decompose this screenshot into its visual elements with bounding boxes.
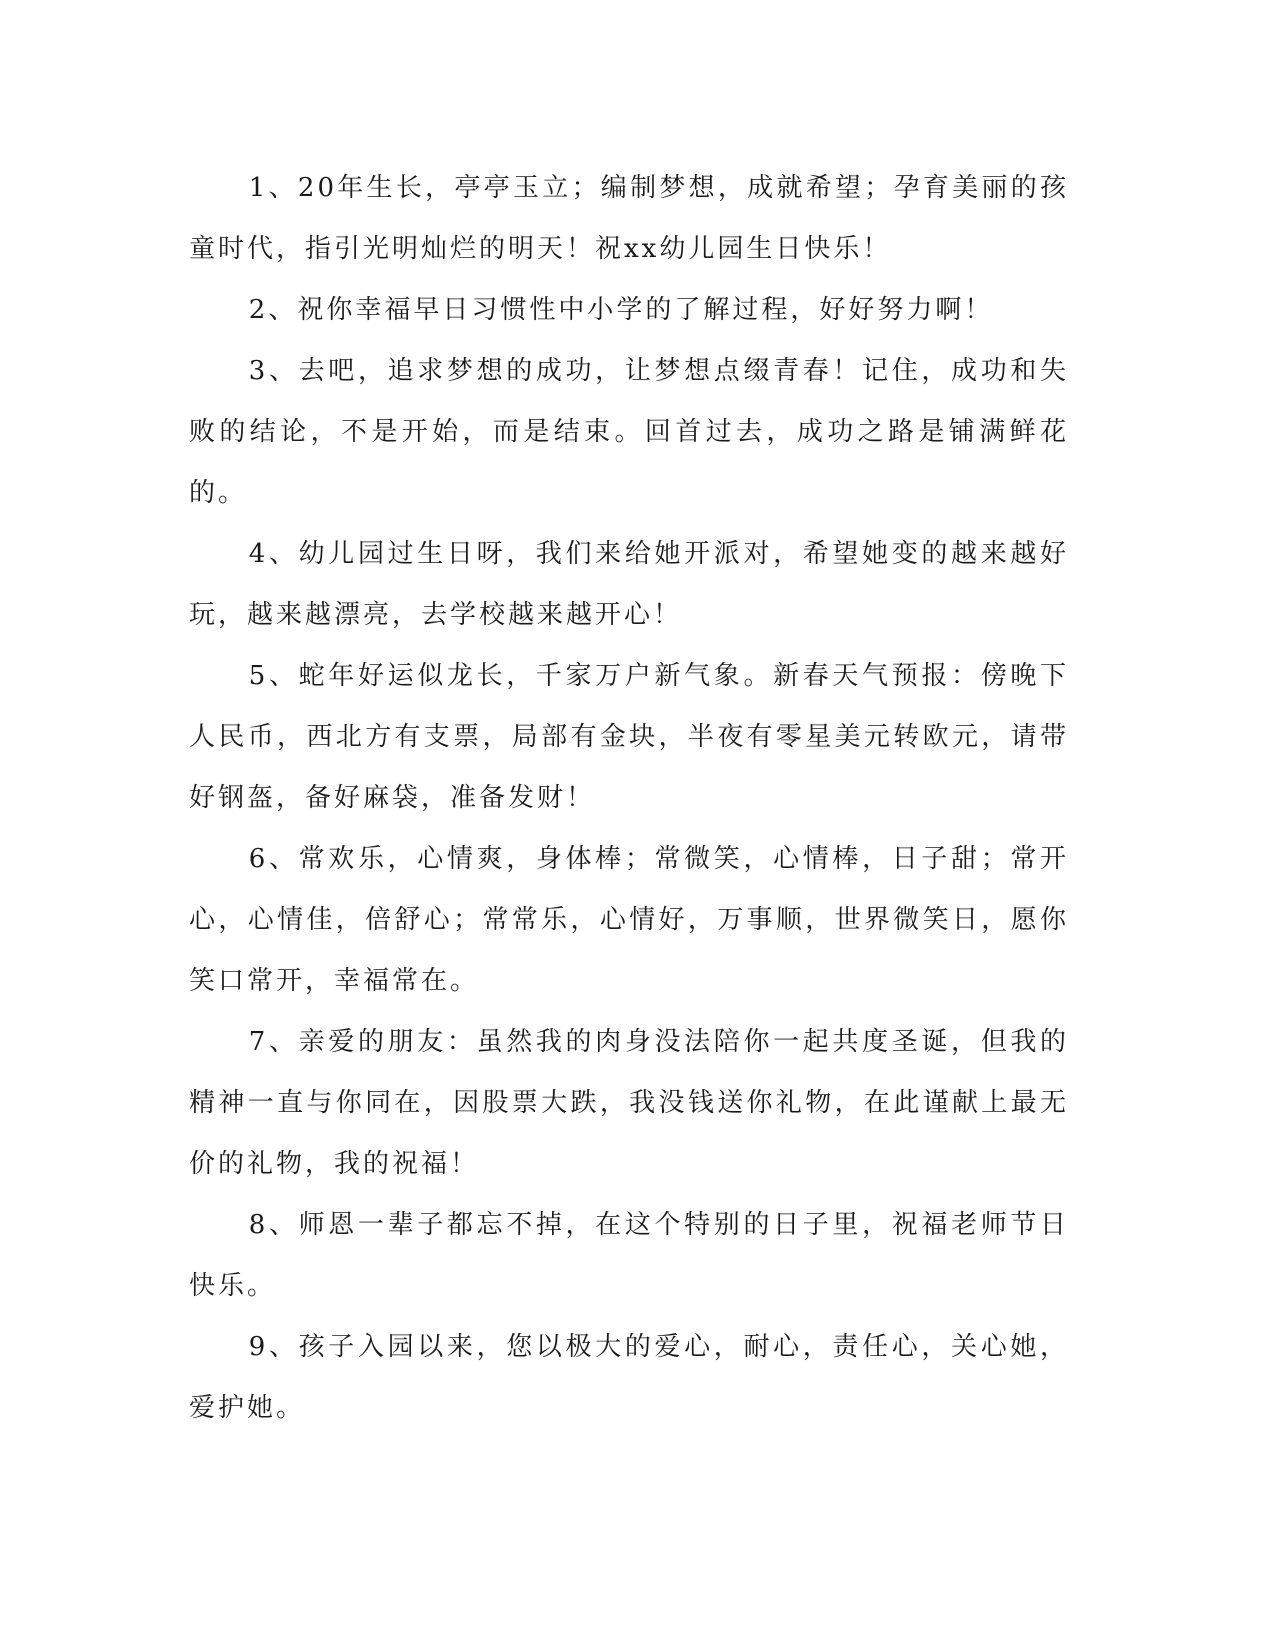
- paragraph-3: 3、去吧，追求梦想的成功，让梦想点缀青春！记住，成功和失败的结论，不是开始，而是结束。回首过去，成功之路是铺满鲜花的。: [189, 356, 1069, 508]
- paragraph-7: 7、亲爱的朋友：虽然我的肉身没法陪你一起共度圣诞，但我的精神一直与你同在，因股票大跌，我没钱送你礼物，在此谨献上最无价的礼物，我的祝福！: [189, 1027, 1069, 1179]
- paragraph-9: 9、孩子入园以来，您以极大的爱心，耐心，责任心，关心她，爱护她。: [189, 1332, 1069, 1423]
- paragraph-4: 4、幼儿园过生日呀，我们来给她开派对，希望她变的越来越好玩，越来越漂亮，去学校越来越开心！: [189, 539, 1069, 630]
- paragraph-5: 5、蛇年好运似龙长，千家万户新气象。新春天气预报：傍晚下人民币，西北方有支票，局部有金块，半夜有零星美元转欧元，请带好钢盔，备好麻袋，准备发财！: [189, 661, 1069, 813]
- document-body: [189, 158, 1069, 1439]
- paragraph-2: 2、祝你幸福早日习惯性中小学的了解过程，好好努力啊！: [248, 295, 994, 325]
- paragraph-1: 1、20年生长，亭亭玉立；编制梦想，成就希望；孕育美丽的孩童时代，指引光明灿烂的明天！祝xx幼儿园生日快乐！: [189, 173, 1069, 264]
- paragraph-8: 8、师恩一辈子都忘不掉，在这个特别的日子里，祝福老师节日快乐。: [189, 1210, 1069, 1301]
- paragraph-6: 6、常欢乐，心情爽，身体棒；常微笑，心情棒，日子甜；常开心，心情佳，倍舒心；常常乐，心情好，万事顺，世界微笑日，愿你笑口常开，幸福常在。: [189, 844, 1069, 996]
